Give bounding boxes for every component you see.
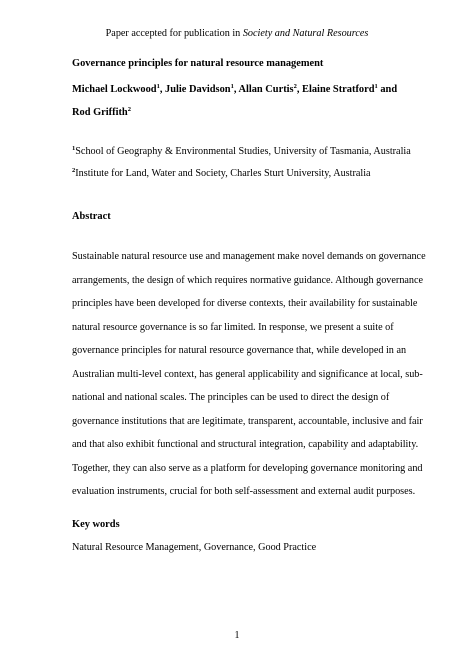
affiliation-text: School of Geography & Environmental Studies, University of Tasmania, Australia [75,146,411,157]
abstract-line: Together, they can also serve as a platform for developing governance monitoring and [72,462,423,474]
author-separator: , [159,84,166,95]
author-separator: and [377,84,398,95]
author-name: Elaine Stratford [302,84,375,95]
author-list [72,78,404,124]
abstract-heading: Abstract [72,211,111,222]
abstract-line: Australian multi-level context, has general applicability and significance at local, sub- [72,368,423,380]
author-affiliation-mark: 1 [230,83,234,90]
affiliation-number: 2 [72,167,76,174]
affiliation-text: Institute for Land, Water and Society, Charles Sturt University, Australia [75,168,371,179]
abstract-line: arrangements, the design of which requires normative guidance. Although governance [72,274,424,286]
affiliation-1 [72,145,411,158]
author-affiliation-mark: 2 [127,106,131,113]
keywords-heading: Key words [72,519,120,530]
abstract-line: and that also exhibit functional and structural integration, capability and adaptability. [72,439,419,450]
affiliation-number: 1 [72,145,76,152]
keywords-text: Natural Resource Management, Governance, Good Practice [72,542,317,553]
abstract-line: Sustainable natural resource use and management make novel demands on governance [72,251,426,262]
author-separator: , [233,84,239,95]
author-name: Rod Griffith [72,107,128,118]
author-name: Michael Lockwood [72,84,157,95]
author-separator: , [296,84,303,95]
header-prefix: Paper accepted for publication in [105,28,243,39]
author-affiliation-mark: 2 [293,83,297,90]
abstract-line: principles have been developed for diverse contexts, their availability for sustainable [72,298,418,309]
abstract-line: evaluation instruments, crucial for both self-assessment and external audit purposes. [72,486,416,497]
page-number: 1 [234,630,240,641]
abstract-line: governance principles for natural resource governance that, while developed in an [72,345,407,356]
abstract-line: natural resource governance is so far limited. In response, we present a suite of [72,321,394,333]
affiliation-2 [72,167,371,180]
abstract-line: national and national scales. The principles can be used to direct the design of [72,392,390,403]
journal-name: Society and Natural Resources [242,28,369,39]
author-affiliation-mark: 1 [374,83,378,90]
abstract-line: governance institutions that are legitimate, transparent, accountable, inclusive and fair [72,415,423,427]
author-name: Allan Curtis [238,84,294,95]
paper-title: Governance principles for natural resource management [72,58,324,69]
publication-header [0,27,474,40]
abstract-body [72,250,426,509]
author-affiliation-mark: 1 [156,83,160,90]
author-name: Julie Davidson [165,84,231,95]
